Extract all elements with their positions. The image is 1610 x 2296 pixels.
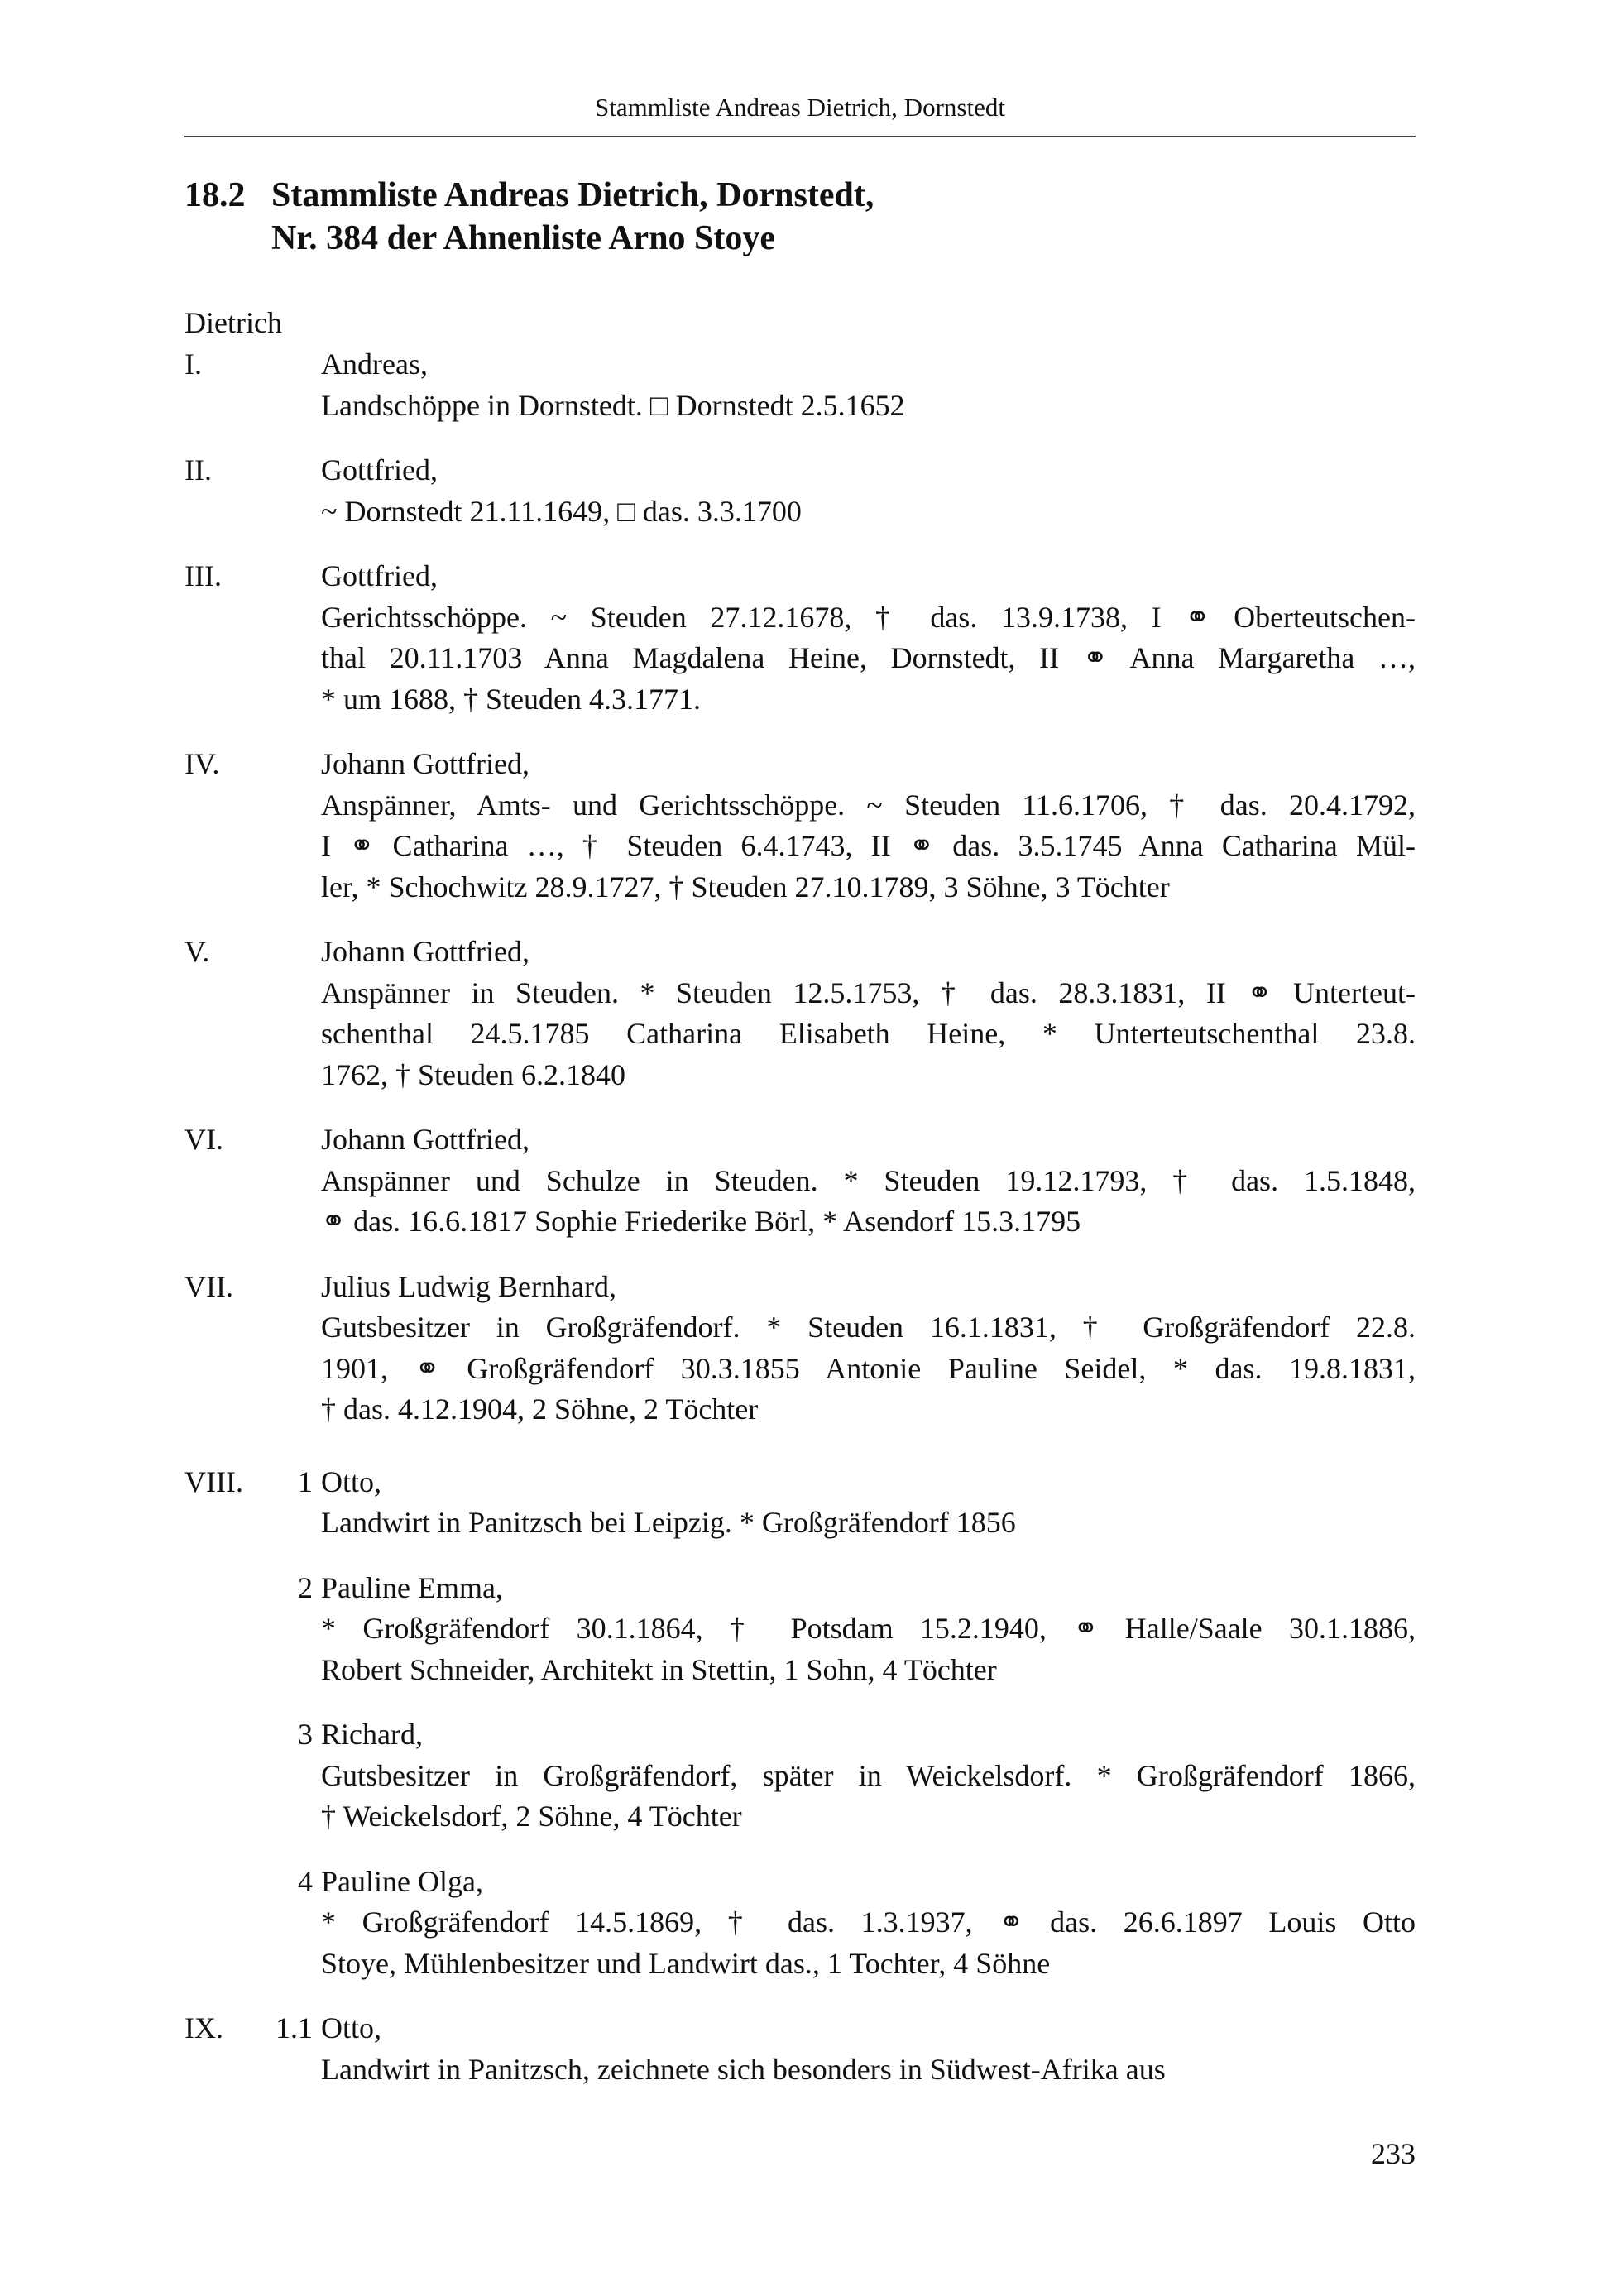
generation-entry (184, 450, 1416, 532)
generation-label: IX. (184, 2011, 223, 2044)
entry-line: Stoye, Mühlenbesitzer und Landwirt das., 1 Tochter, 4 Söhne (321, 1946, 1051, 1980)
generation-label: VI. (184, 1123, 223, 1156)
entry-text (321, 932, 1416, 1095)
header-rule (184, 136, 1416, 137)
generation-label: VII. (184, 1269, 233, 1303)
generation-entry (184, 1568, 1416, 1691)
entry-line: Robert Schneider, Architekt in Stettin, 1 Sohn, 4 Töchter (321, 1652, 997, 1686)
entry-line: Gutsbesitzer in Großgräfendorf. * Steuden 16.1.1831, † Großgräfendorf 22.8. (321, 1311, 1416, 1344)
child-number: 2 (298, 1570, 313, 1604)
entry-line: Anspänner in Steuden. * Steuden 12.5.1753, † das. 28.3.1831, II ⚭ Unterteut- (321, 975, 1416, 1009)
generation-entry (184, 1862, 1416, 1985)
entry-text (321, 744, 1416, 908)
entry-line: 1901, ⚭ Großgräfendorf 30.3.1855 Antonie Pauline Seidel, * das. 19.8.1831, (321, 1351, 1416, 1385)
person-name: Julius Ludwig Bernhard, (321, 1269, 616, 1303)
entry-line: † das. 4.12.1904, 2 Söhne, 2 Töchter (321, 1392, 759, 1426)
entry-line: I ⚭ Catharina …, † Steuden 6.4.1743, II ⚭ das. 3.5.1745 Anna Catharina Mül- (321, 829, 1416, 862)
entry-text (321, 556, 1416, 720)
page-number: 233 (1371, 2137, 1416, 2170)
entry-text (321, 1714, 1416, 1838)
entry-text (321, 1119, 1416, 1243)
person-name: Gottfried, (321, 453, 438, 487)
entry-line: ~ Dornstedt 21.11.1649, □ das. 3.3.1700 (321, 494, 802, 528)
section-title-line1: Stammliste Andreas Dietrich, Dornstedt, (271, 176, 874, 214)
person-name: Johann Gottfried, (321, 935, 529, 968)
person-name: Andreas, (321, 348, 428, 381)
entry-line: † Weickelsdorf, 2 Söhne, 4 Töchter (321, 1800, 742, 1833)
generation-entry (184, 556, 1416, 720)
entry-line: * um 1688, † Steuden 4.3.1771. (321, 682, 701, 716)
running-head: Stammliste Andreas Dietrich, Dornstedt (595, 93, 1005, 122)
child-number: 1.1 (276, 2011, 313, 2044)
person-name: Pauline Olga, (321, 1864, 483, 1898)
person-name: Otto, (321, 1464, 382, 1498)
generation-entry (184, 2008, 1416, 2090)
generation-entry (184, 1267, 1416, 1431)
person-name: Johann Gottfried, (321, 1123, 529, 1156)
entry-line: Gerichtsschöppe. ~ Steuden 27.12.1678, † das. 13.9.1738, I ⚭ Oberteutschen- (321, 600, 1416, 634)
entry-line: ler, * Schochwitz 28.9.1727, † Steuden 27.10.1789, 3 Söhne, 3 Töchter (321, 870, 1170, 904)
generation-entry (184, 932, 1416, 1095)
entry-line: 1762, † Steuden 6.2.1840 (321, 1057, 625, 1091)
section-title (184, 174, 874, 260)
generation-label: IV. (184, 747, 220, 780)
genealogy-list (184, 344, 1416, 2114)
entry-line: * Großgräfendorf 14.5.1869, † das. 1.3.1937, ⚭ das. 26.6.1897 Louis Otto (321, 1905, 1416, 1939)
child-number: 1 (298, 1464, 313, 1498)
family-name: Dietrich (184, 306, 282, 339)
generation-label: VIII. (184, 1464, 243, 1498)
entry-text (321, 450, 1416, 532)
generation-label: II. (184, 453, 212, 487)
person-name: Gottfried, (321, 559, 438, 592)
entry-line: Landwirt in Panitzsch, zeichnete sich besonders in Südwest-Afrika aus (321, 2052, 1166, 2086)
entry-text (321, 1462, 1416, 1544)
person-name: Pauline Emma, (321, 1570, 503, 1604)
entry-line: thal 20.11.1703 Anna Magdalena Heine, Dornstedt, II ⚭ Anna Margaretha …, (321, 641, 1416, 674)
person-name: Richard, (321, 1718, 423, 1751)
person-name: Johann Gottfried, (321, 747, 529, 780)
person-name: Otto, (321, 2011, 382, 2044)
entry-line: schenthal 24.5.1785 Catharina Elisabeth Heine, * Unterteutschenthal 23.8. (321, 1017, 1416, 1050)
entry-text (321, 2008, 1416, 2090)
generation-label: V. (184, 935, 210, 968)
entry-line: Anspänner und Schulze in Steuden. * Steuden 19.12.1793, † das. 1.5.1848, (321, 1163, 1416, 1197)
entry-line: Landwirt in Panitzsch bei Leipzig. * Großgräfendorf 1856 (321, 1506, 1016, 1539)
section-number: 18.2 (184, 176, 246, 214)
generation-entry (184, 344, 1416, 426)
child-number: 3 (298, 1718, 313, 1751)
generation-entry (184, 744, 1416, 908)
entry-line: Landschöppe in Dornstedt. □ Dornstedt 2.5.1652 (321, 388, 905, 422)
generation-entry (184, 1462, 1416, 1544)
entry-line: * Großgräfendorf 30.1.1864, † Potsdam 15.2.1940, ⚭ Halle/Saale 30.1.1886, (321, 1612, 1416, 1645)
entry-text (321, 1267, 1416, 1431)
generation-entry (184, 1714, 1416, 1838)
entry-line: Anspänner, Amts- und Gerichtsschöppe. ~ Steuden 11.6.1706, † das. 20.4.1792, (321, 788, 1416, 822)
generation-label: I. (184, 348, 202, 381)
entry-text (321, 1568, 1416, 1691)
entry-text (321, 1862, 1416, 1985)
entry-line: Gutsbesitzer in Großgräfendorf, später in Weickelsdorf. * Großgräfendorf 1866, (321, 1758, 1416, 1792)
generation-entry (184, 1119, 1416, 1243)
section-title-line2: Nr. 384 der Ahnenliste Arno Stoye (271, 219, 776, 257)
entry-text (321, 344, 1416, 426)
generation-label: III. (184, 559, 222, 592)
entry-line: ⚭ das. 16.6.1817 Sophie Friederike Börl, * Asendorf 15.3.1795 (321, 1205, 1081, 1238)
child-number: 4 (298, 1864, 313, 1898)
